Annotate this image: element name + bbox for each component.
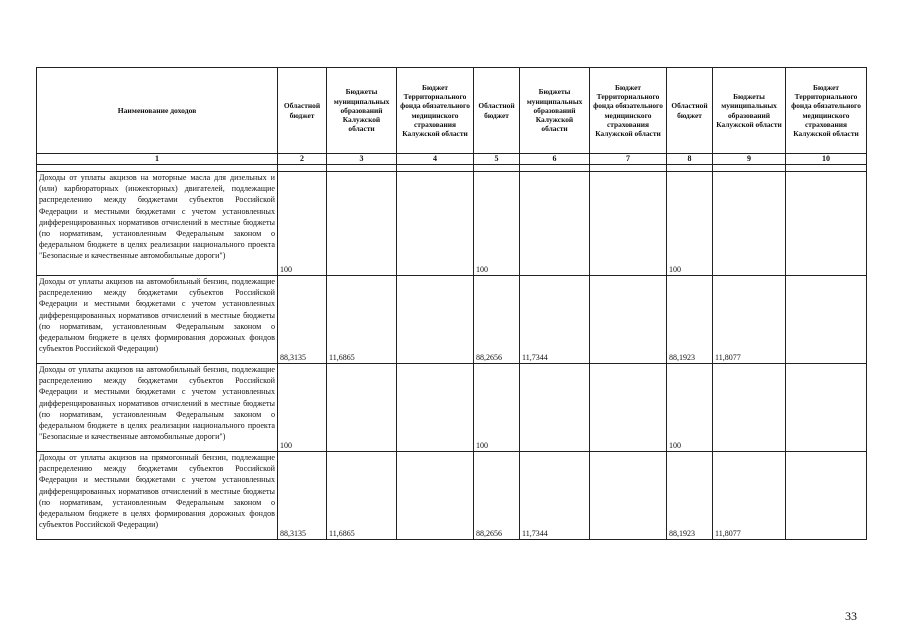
value-cell: 100 [278,364,327,452]
value-cell [713,172,786,276]
value-cell: 100 [667,172,713,276]
value-cell [786,452,867,540]
header-row [37,68,867,154]
header-cell: Бюджеты муниципальных образований Калужской области [520,68,590,154]
column-number: 2 [278,154,327,165]
value-cell [590,452,667,540]
table-row [37,452,867,540]
header-cell: Областной бюджет [474,68,520,154]
value-cell: 100 [474,172,520,276]
column-number: 3 [327,154,397,165]
page-number: 33 [845,609,857,623]
column-number: 5 [474,154,520,165]
value-cell [786,364,867,452]
header-cell: Бюджет Территориального фонда обязательного медицинского страхования Калужской области [397,68,474,154]
value-cell [520,172,590,276]
column-number: 8 [667,154,713,165]
value-cell: 88,3135 [278,452,327,540]
column-number: 9 [713,154,786,165]
column-number-row [37,154,867,165]
value-cell [590,364,667,452]
value-cell [713,364,786,452]
value-cell: 88,3135 [278,276,327,364]
spacer-row [37,165,867,172]
value-cell: 100 [667,364,713,452]
value-cell [397,364,474,452]
value-cell: 88,2656 [474,276,520,364]
header-cell: Бюджет Территориального фонда обязательного медицинского страхования Калужской области [786,68,867,154]
revenue-name-cell: Доходы от уплаты акцизов на автомобильный бензин, подлежащие распределению между бюджетами субъектов Российской Федерации и местными бюджетами с учетом установленных дифференцированных нормативов отчислений в местные бюджеты (по нормативам, установленным Федеральным законом о федеральном бюджете в целях формирования дорожных фондов субъектов Российской Федерации) [37,276,278,364]
revenue-distribution-table [36,67,867,540]
revenue-name-cell: Доходы от уплаты акцизов на прямогонный бензин, подлежащие распределению между бюджетами субъектов Российской Федерации и местными бюджетами с учетом установленных дифференцированных нормативов отчислений в местные бюджеты (по нормативам, установленным Федеральным законом о федеральном бюджете в целях формирования дорожных фондов субъектов Российской Федерации) [37,452,278,540]
table-row [37,364,867,452]
value-cell: 100 [278,172,327,276]
header-cell: Областной бюджет [278,68,327,154]
value-cell [786,276,867,364]
value-cell: 11,8077 [713,452,786,540]
value-cell [520,364,590,452]
revenue-name-cell: Доходы от уплаты акцизов на автомобильный бензин, подлежащие распределению между бюджетами субъектов Российской Федерации и местными бюджетами с учетом установленных дифференцированных нормативов отчислений в местные бюджеты (по нормативам, установленным Федеральным законом о федеральном бюджете в целях реализации национального проекта "Безопасные и качественные автомобильные дороги") [37,364,278,452]
value-cell [327,172,397,276]
revenue-name-cell: Доходы от уплаты акцизов на моторные масла для дизельных и (или) карбюраторных (инжекторных) двигателей, подлежащие распределению между бюджетами субъектов Российской Федерации и местными бюджетами с учетом установленных дифференцированных нормативов отчислений в местные бюджеты (по нормативам, установленным Федеральным законом о федеральном бюджете в целях реализации национального проекта "Безопасные и качественные автомобильные дороги") [37,172,278,276]
column-number: 6 [520,154,590,165]
value-cell [590,276,667,364]
value-cell: 11,7344 [520,452,590,540]
column-number: 4 [397,154,474,165]
value-cell: 11,7344 [520,276,590,364]
header-cell: Наименование доходов [37,68,278,154]
value-cell: 88,1923 [667,276,713,364]
value-cell: 88,1923 [667,452,713,540]
column-number: 1 [37,154,278,165]
value-cell [397,276,474,364]
value-cell [786,172,867,276]
header-cell: Бюджеты муниципальных образований Калужской области [713,68,786,154]
header-cell: Бюджеты муниципальных образований Калужской области [327,68,397,154]
value-cell [590,172,667,276]
header-cell: Бюджет Территориального фонда обязательного медицинского страхования Калужской области [590,68,667,154]
column-number: 10 [786,154,867,165]
value-cell [397,452,474,540]
value-cell: 11,8077 [713,276,786,364]
value-cell: 100 [474,364,520,452]
header-cell: Областной бюджет [667,68,713,154]
value-cell: 11,6865 [327,276,397,364]
column-number: 7 [590,154,667,165]
value-cell: 88,2656 [474,452,520,540]
value-cell [397,172,474,276]
value-cell [327,364,397,452]
table-row [37,172,867,276]
value-cell: 11,6865 [327,452,397,540]
table-row [37,276,867,364]
